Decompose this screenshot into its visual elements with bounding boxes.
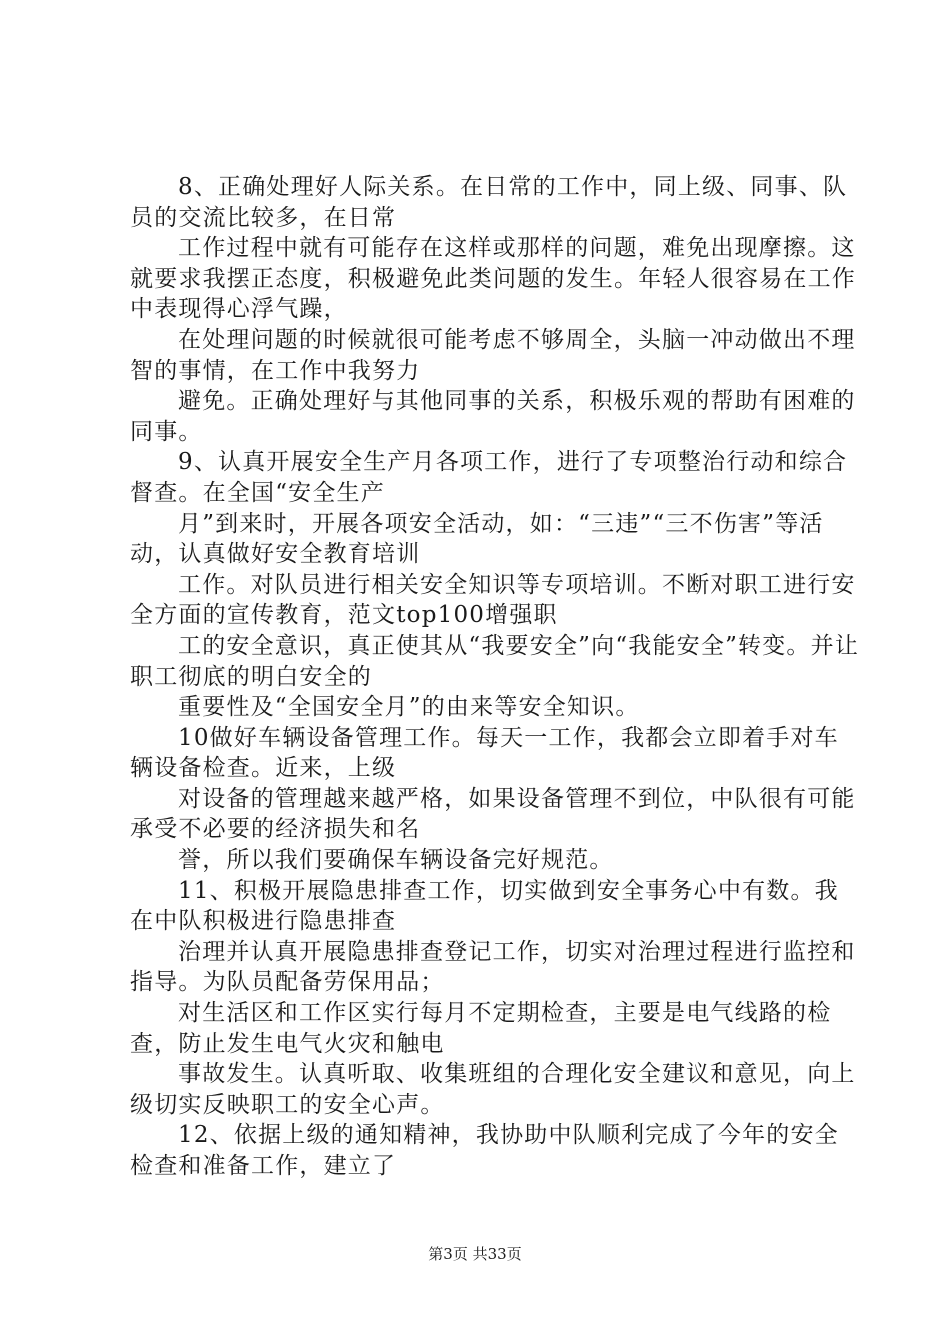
paragraph: 誉，所以我们要确保车辆设备完好规范。 <box>178 847 614 874</box>
paragraph: 工作。对队员进行相关安全知识等专项培训。不断对职工进行安全方面的宣传教育，范文top100增强职 <box>130 571 856 629</box>
paragraph: 治理并认真开展隐患排查登记工作，切实对治理过程进行监控和指导。为队员配备劳保用品； <box>130 938 856 996</box>
document-body <box>130 172 860 1182</box>
paragraph: 工作过程中就有可能存在这样或那样的问题，难免出现摩擦。这就要求我摆正态度，积极避免此类问题的发生。年轻人很容易在工作中表现得心浮气躁， <box>130 235 856 323</box>
paragraph: 重要性及“全国安全月”的由来等安全知识。 <box>178 694 640 721</box>
paragraph: 12、依据上级的通知精神，我协助中队顺利完成了今年的安全检查和准备工作，建立了 <box>130 1122 839 1179</box>
paragraph: 避免。正确处理好与其他同事的关系，积极乐观的帮助有困难的同事。 <box>130 388 856 445</box>
paragraph: 对生活区和工作区实行每月不定期检查，主要是电气线路的检查，防止发生电气火灾和触电 <box>130 1000 832 1057</box>
paragraph: 8、正确处理好人际关系。在日常的工作中，同上级、同事、队员的交流比较多，在日常 <box>130 174 848 231</box>
paragraph: 事故发生。认真听取、收集班组的合理化安全建议和意见，向上级切实反映职工的安全心声。 <box>130 1061 856 1118</box>
paragraph: 11、积极开展隐患排查工作，切实做到安全事务心中有数。我在中队积极进行隐患排查 <box>130 877 839 935</box>
page-number-footer: 第3页 共33页 <box>428 1245 522 1263</box>
paragraph: 工的安全意识，真正使其从“我要安全”向“我能安全”转变。并让职工彻底的明白安全的 <box>130 632 860 690</box>
paragraph: 对设备的管理越来越严格，如果设备管理不到位，中队很有可能承受不必要的经济损失和名 <box>130 785 856 843</box>
paragraph: 在处理问题的时候就很可能考虑不够周全，头脑一冲动做出不理智的事情，在工作中我努力 <box>130 326 856 384</box>
paragraph: 月”到来时，开展各项安全活动，如：“三违”“三不伤害”等活动，认真做好安全教育培训 <box>130 510 824 568</box>
paragraph: 10做好车辆设备管理工作。每天一工作，我都会立即着手对车辆设备检查。近来，上级 <box>130 724 839 782</box>
paragraph: 9、认真开展安全生产月各项工作，进行了专项整治行动和综合督查。在全国“安全生产 <box>130 449 848 506</box>
